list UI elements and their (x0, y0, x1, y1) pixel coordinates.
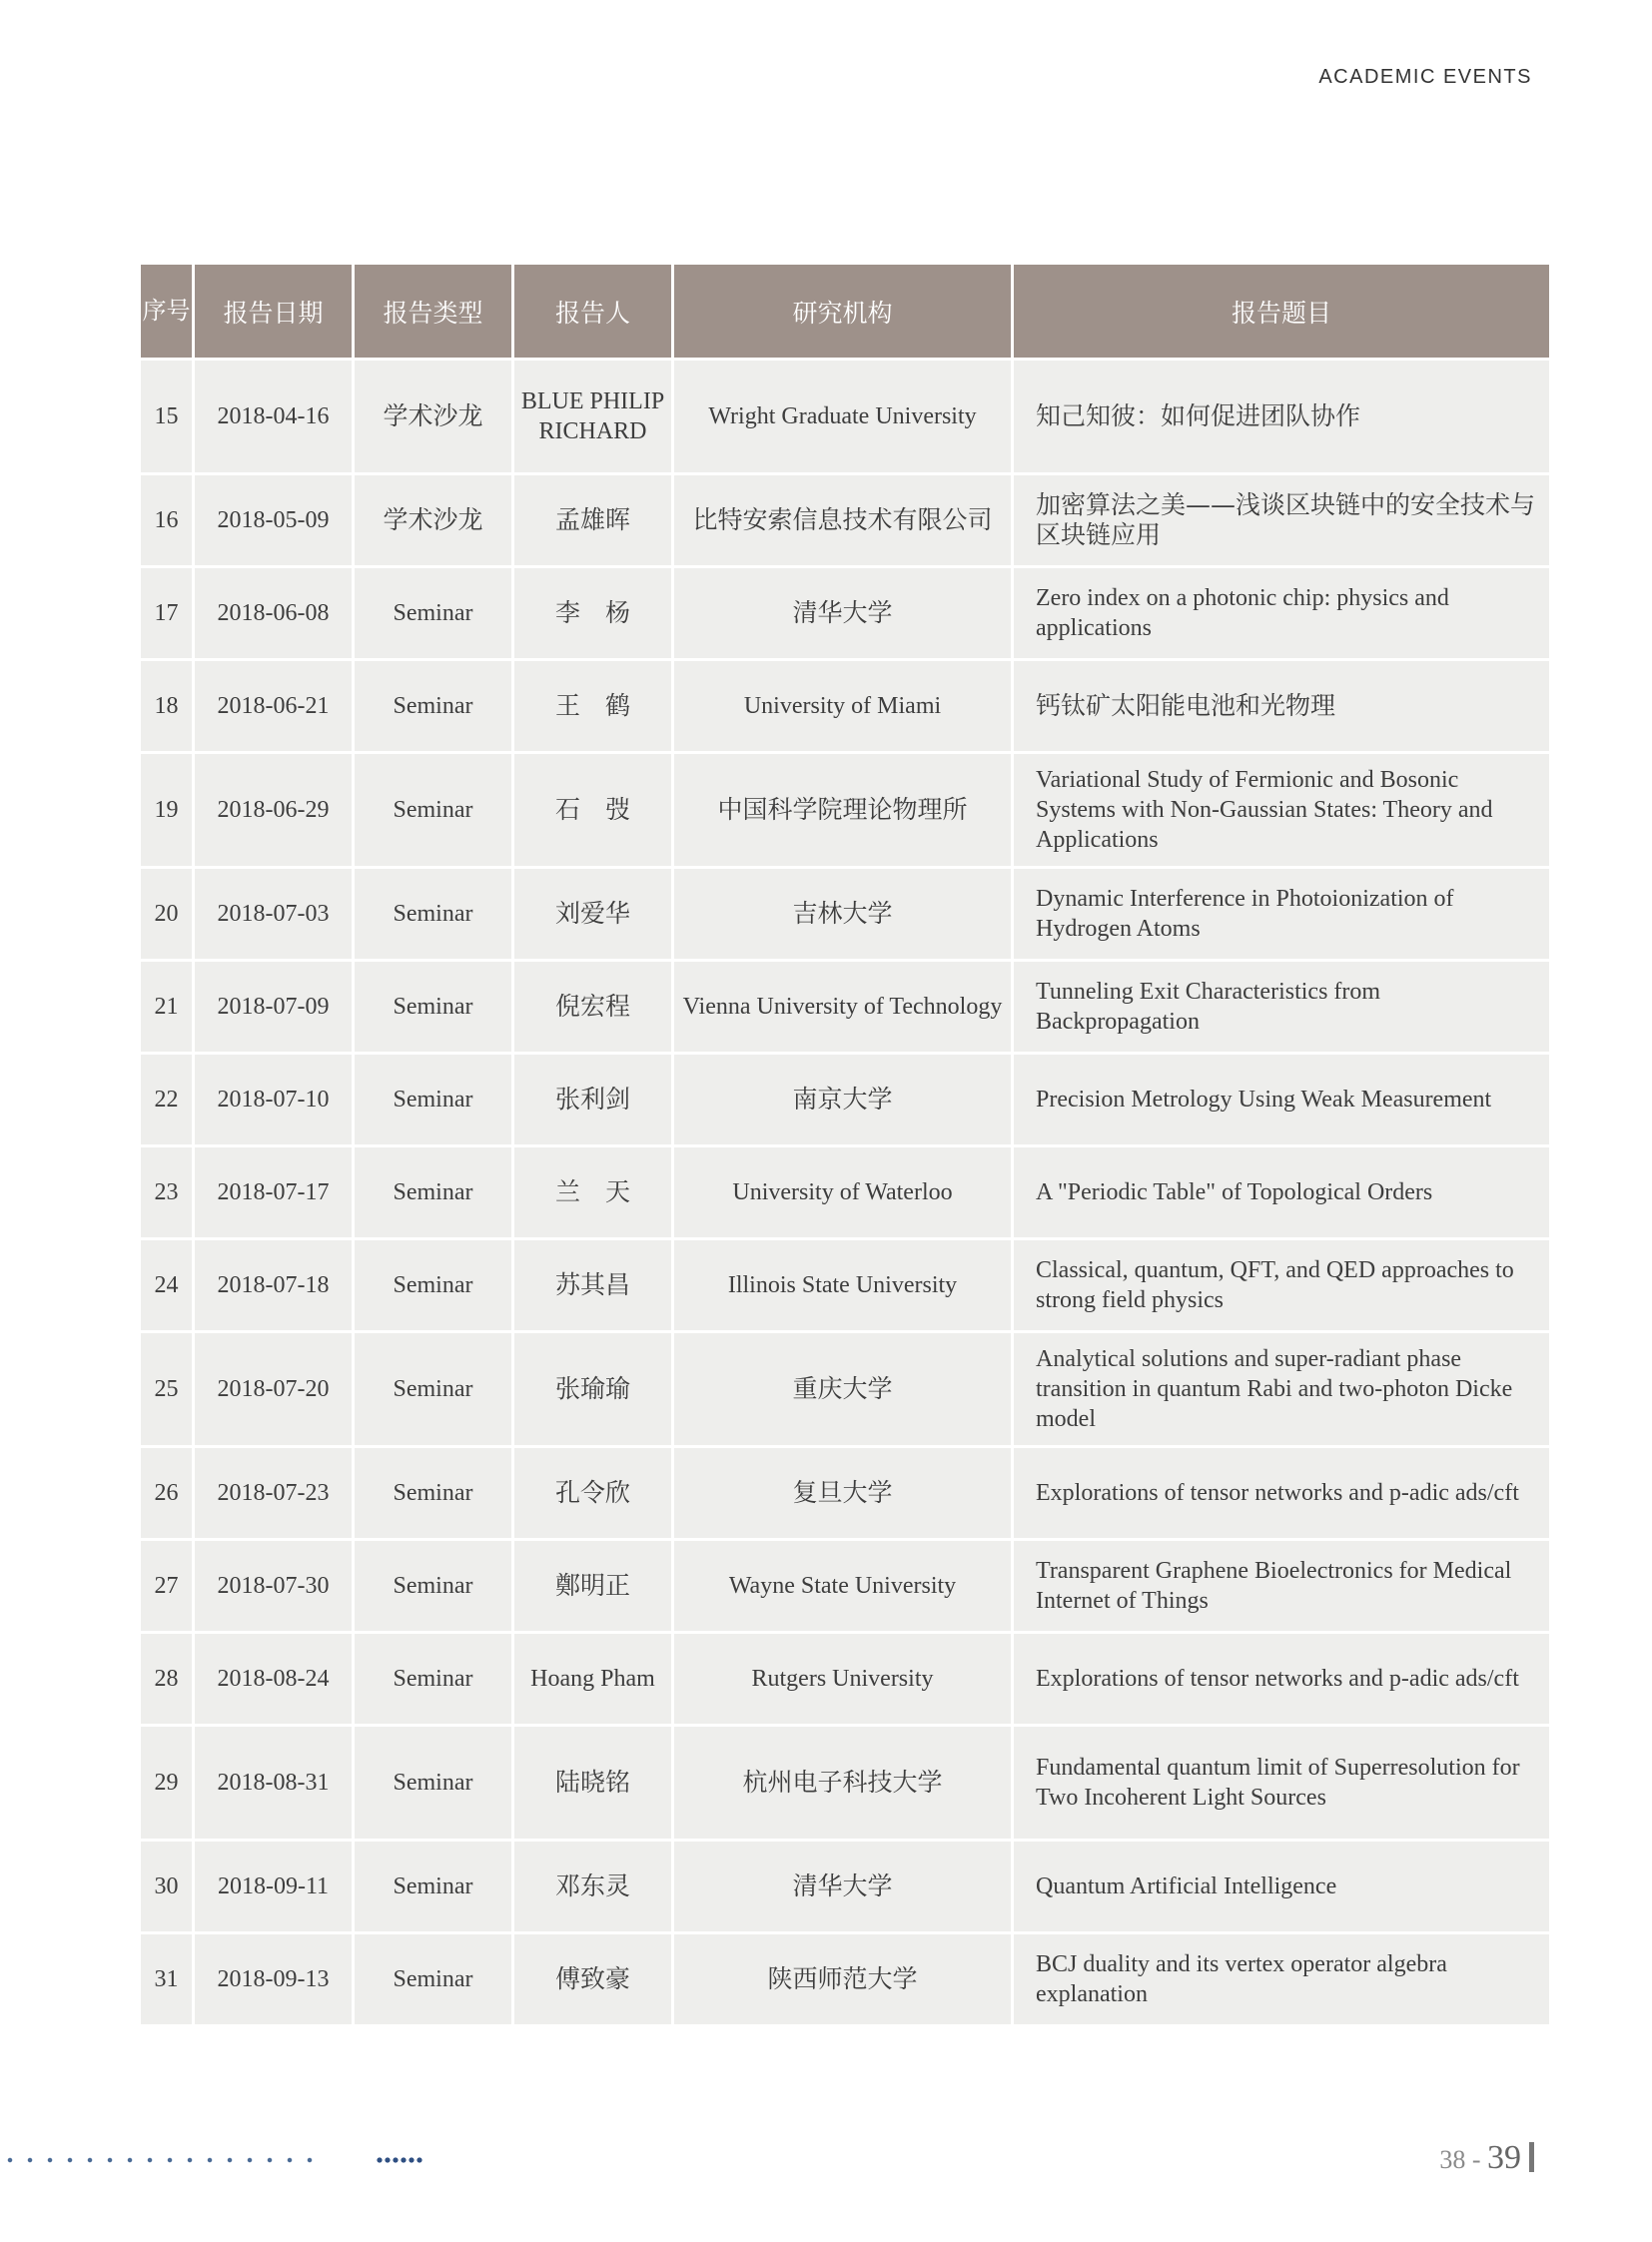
row-number: 21 (141, 962, 192, 1052)
row-number: 26 (141, 1448, 192, 1538)
row-institution: University of Waterloo (674, 1147, 1011, 1237)
row-title: Explorations of tensor networks and p-adic ads/cft (1014, 1634, 1549, 1724)
footer-dots-accent (376, 2157, 423, 2163)
table-row (141, 869, 1549, 959)
row-speaker: 陆晓铭 (514, 1727, 671, 1839)
row-date: 2018-07-09 (195, 962, 352, 1052)
row-date: 2018-05-09 (195, 475, 352, 565)
row-number: 20 (141, 869, 192, 959)
row-type: Seminar (355, 661, 511, 751)
row-number: 22 (141, 1055, 192, 1144)
row-institution: Rutgers University (674, 1634, 1011, 1724)
table-row (141, 1333, 1549, 1445)
row-speaker: 傅致豪 (514, 1934, 671, 2024)
header-index: 序号 (141, 265, 192, 358)
row-date: 2018-09-11 (195, 1842, 352, 1931)
row-title: A "Periodic Table" of Topological Orders (1014, 1147, 1549, 1237)
header-institution: 研究机构 (674, 265, 1011, 358)
row-institution: Vienna University of Technology (674, 962, 1011, 1052)
row-date: 2018-07-30 (195, 1541, 352, 1631)
row-speaker: 刘爱华 (514, 869, 671, 959)
row-date: 2018-06-21 (195, 661, 352, 751)
row-title: BCJ duality and its vertex operator algebra explanation (1014, 1934, 1549, 2024)
row-date: 2018-07-17 (195, 1147, 352, 1237)
row-title: Fundamental quantum limit of Superresolution for Two Incoherent Light Sources (1014, 1727, 1549, 1839)
row-institution: 清华大学 (674, 1842, 1011, 1931)
table-row (141, 1634, 1549, 1724)
row-type: Seminar (355, 1934, 511, 2024)
row-title: Explorations of tensor networks and p-adic ads/cft (1014, 1448, 1549, 1538)
row-title: Dynamic Interference in Photoionization of Hydrogen Atoms (1014, 869, 1549, 959)
table-row (141, 1541, 1549, 1631)
table-header-row (141, 265, 1549, 358)
row-title: 知己知彼：如何促进团队协作 (1014, 361, 1549, 472)
row-institution: Wayne State University (674, 1541, 1011, 1631)
table-row (141, 661, 1549, 751)
row-type: Seminar (355, 869, 511, 959)
row-number: 17 (141, 568, 192, 658)
row-title: Tunneling Exit Characteristics from Backpropagation (1014, 962, 1549, 1052)
row-date: 2018-07-20 (195, 1333, 352, 1445)
table-row (141, 1055, 1549, 1144)
row-type: Seminar (355, 568, 511, 658)
row-speaker: 石 弢 (514, 754, 671, 866)
row-type: Seminar (355, 1842, 511, 1931)
table-row (141, 754, 1549, 866)
header-date: 报告日期 (195, 265, 352, 358)
row-title: Variational Study of Fermionic and Bosonic Systems with Non-Gaussian States: Theory and Applications (1014, 754, 1549, 866)
row-speaker: 张利剑 (514, 1055, 671, 1144)
header-speaker: 报告人 (514, 265, 671, 358)
row-number: 23 (141, 1147, 192, 1237)
row-number: 28 (141, 1634, 192, 1724)
row-institution: University of Miami (674, 661, 1011, 751)
row-title: Analytical solutions and super-radiant phase transition in quantum Rabi and two-photon Dicke model (1014, 1333, 1549, 1445)
table-row (141, 1147, 1549, 1237)
page-number-bar (1529, 2142, 1534, 2172)
table-row (141, 475, 1549, 565)
row-date: 2018-07-18 (195, 1240, 352, 1330)
row-institution: 清华大学 (674, 568, 1011, 658)
row-number: 16 (141, 475, 192, 565)
row-type: Seminar (355, 1541, 511, 1631)
row-type: Seminar (355, 754, 511, 866)
row-title: Quantum Artificial Intelligence (1014, 1842, 1549, 1931)
row-date: 2018-07-23 (195, 1448, 352, 1538)
row-number: 31 (141, 1934, 192, 2024)
row-type: Seminar (355, 1240, 511, 1330)
row-number: 30 (141, 1842, 192, 1931)
row-number: 18 (141, 661, 192, 751)
row-title: 加密算法之美——浅谈区块链中的安全技术与区块链应用 (1014, 475, 1549, 565)
row-number: 19 (141, 754, 192, 866)
row-number: 24 (141, 1240, 192, 1330)
row-speaker: 鄭明正 (514, 1541, 671, 1631)
row-title: 钙钛矿太阳能电池和光物理 (1014, 661, 1549, 751)
row-date: 2018-04-16 (195, 361, 352, 472)
row-number: 15 (141, 361, 192, 472)
page-number-left: 38 - (1439, 2145, 1487, 2174)
row-date: 2018-06-29 (195, 754, 352, 866)
row-institution: 杭州电子科技大学 (674, 1727, 1011, 1839)
table-row (141, 568, 1549, 658)
academic-events-table (138, 262, 1552, 2027)
row-type: Seminar (355, 1333, 511, 1445)
row-date: 2018-09-13 (195, 1934, 352, 2024)
row-type: Seminar (355, 1055, 511, 1144)
row-type: Seminar (355, 1634, 511, 1724)
row-type: Seminar (355, 1727, 511, 1839)
row-number: 29 (141, 1727, 192, 1839)
row-institution: 吉林大学 (674, 869, 1011, 959)
row-number: 27 (141, 1541, 192, 1631)
table-row (141, 1727, 1549, 1839)
row-date: 2018-08-31 (195, 1727, 352, 1839)
row-speaker: 王 鹤 (514, 661, 671, 751)
row-date: 2018-07-03 (195, 869, 352, 959)
row-institution: 重庆大学 (674, 1333, 1011, 1445)
row-date: 2018-07-10 (195, 1055, 352, 1144)
row-date: 2018-08-24 (195, 1634, 352, 1724)
row-number: 25 (141, 1333, 192, 1445)
row-institution: Illinois State University (674, 1240, 1011, 1330)
table-row (141, 962, 1549, 1052)
table-row (141, 1240, 1549, 1330)
row-title: Classical, quantum, QFT, and QED approaches to strong field physics (1014, 1240, 1549, 1330)
table-row (141, 1842, 1549, 1931)
row-date: 2018-06-08 (195, 568, 352, 658)
row-institution: 陕西师范大学 (674, 1934, 1011, 2024)
row-type: Seminar (355, 962, 511, 1052)
row-speaker: 倪宏程 (514, 962, 671, 1052)
row-speaker: 邓东灵 (514, 1842, 671, 1931)
row-title: Transparent Graphene Bioelectronics for Medical Internet of Things (1014, 1541, 1549, 1631)
row-speaker: 孔令欣 (514, 1448, 671, 1538)
row-institution: 复旦大学 (674, 1448, 1011, 1538)
row-type: 学术沙龙 (355, 361, 511, 472)
row-speaker: 兰 天 (514, 1147, 671, 1237)
row-speaker: 李 杨 (514, 568, 671, 658)
row-title: Zero index on a photonic chip: physics and applications (1014, 568, 1549, 658)
row-institution: Wright Graduate University (674, 361, 1011, 472)
header-title: 报告题目 (1014, 265, 1549, 358)
row-institution: 比特安索信息技术有限公司 (674, 475, 1011, 565)
page-number-right: 39 (1487, 2139, 1521, 2176)
row-title: Precision Metrology Using Weak Measurement (1014, 1055, 1549, 1144)
row-speaker: Hoang Pham (514, 1634, 671, 1724)
table-row (141, 361, 1549, 472)
page-numbers (1439, 2139, 1534, 2177)
row-type: Seminar (355, 1448, 511, 1538)
row-speaker: 孟雄晖 (514, 475, 671, 565)
row-type: 学术沙龙 (355, 475, 511, 565)
row-speaker: BLUE PHILIP RICHARD (514, 361, 671, 472)
row-speaker: 苏其昌 (514, 1240, 671, 1330)
section-label: ACADEMIC EVENTS (1318, 66, 1532, 88)
table-row (141, 1448, 1549, 1538)
row-speaker: 张瑜瑜 (514, 1333, 671, 1445)
header-type: 报告类型 (355, 265, 511, 358)
row-type: Seminar (355, 1147, 511, 1237)
row-institution: 中国科学院理论物理所 (674, 754, 1011, 866)
footer-dots-decoration (0, 2157, 320, 2163)
table-row (141, 1934, 1549, 2024)
row-institution: 南京大学 (674, 1055, 1011, 1144)
